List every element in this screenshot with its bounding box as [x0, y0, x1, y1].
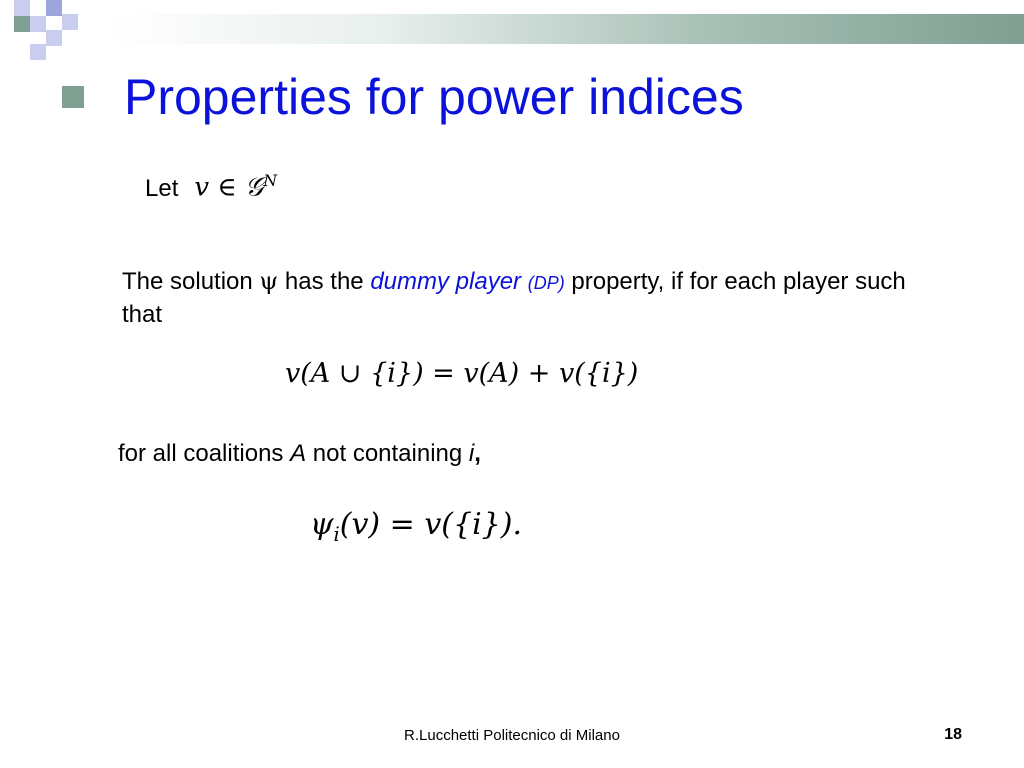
formula-var: v: [194, 172, 210, 203]
dummy-player-term: dummy player: [370, 268, 522, 295]
footer-author: R.Lucchetti Politecnico di Milano: [404, 727, 620, 744]
para2-var-i: i: [468, 440, 475, 467]
para-rest: property, if for each player such that: [122, 268, 906, 328]
slide-title: Properties for power indices: [124, 69, 744, 125]
psi-symbol: ψ: [259, 267, 279, 295]
dummy-property-definition: [122, 266, 942, 330]
dummy-condition-formula: v(A ∪ {i}) = v(A) + v({i}): [285, 358, 639, 389]
para2-text-b: not containing: [312, 440, 463, 467]
square-bullet-icon: [62, 86, 84, 108]
para2-comma: ,: [474, 440, 481, 467]
decor-square: [46, 30, 62, 46]
para-intro: The solution: [122, 268, 253, 295]
decor-square: [30, 44, 46, 60]
formula2-rest: (v) = v({i}).: [339, 507, 523, 542]
title-row: [62, 62, 744, 132]
psi-value-formula: [310, 507, 522, 546]
page-number: 18: [944, 726, 962, 743]
formula-set: 𝒢: [244, 172, 264, 203]
formula-op: ∈: [217, 172, 237, 203]
para2-var-A: A: [290, 440, 307, 467]
decor-square: [14, 16, 30, 32]
let-formula: [194, 172, 277, 204]
let-label: Let: [145, 174, 179, 202]
corner-decoration: [0, 0, 110, 70]
decor-square: [62, 14, 78, 30]
formula-sup: N: [263, 172, 278, 190]
coalition-condition: [118, 440, 481, 468]
formula2-psi: ψ: [310, 507, 334, 542]
decor-square: [14, 0, 30, 16]
header-gradient-band: [110, 14, 1024, 44]
dp-abbrev: (DP): [527, 273, 565, 293]
decor-square: [30, 16, 46, 32]
let-statement: [145, 172, 277, 204]
formula2-sub: i: [333, 523, 340, 546]
para2-text-a: for all coalitions: [118, 440, 284, 467]
decor-square: [46, 0, 62, 16]
para-has: has the: [284, 268, 364, 295]
